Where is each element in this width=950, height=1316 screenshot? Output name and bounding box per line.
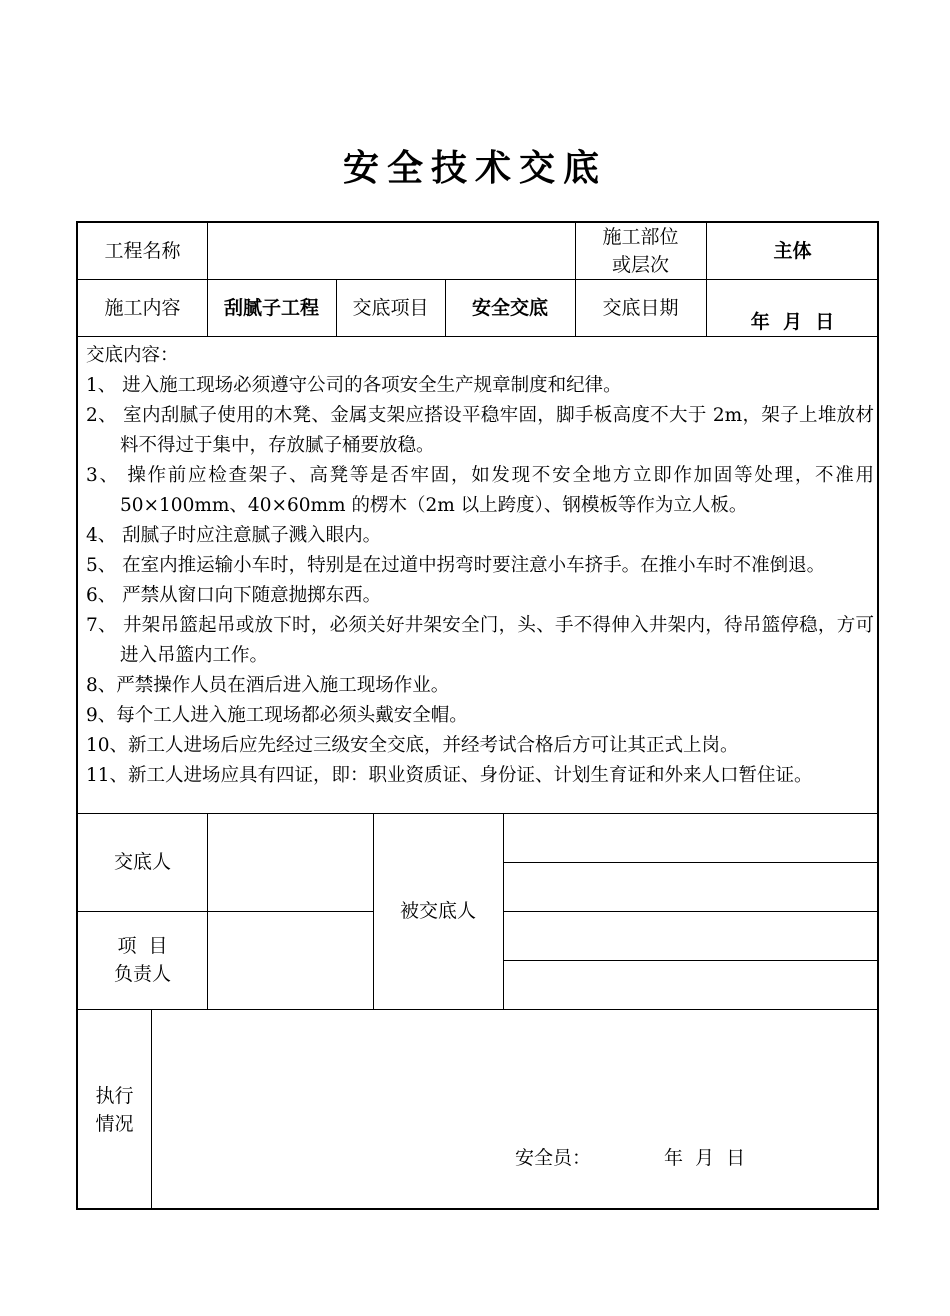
content-item: 3、 操作前应检查架子、高凳等是否牢固，如发现不安全地方立即作加固等处理，不准用 50×100mm、40×60mm 的楞木（2m 以上跨度）、钢模板等作为立人板。 bbox=[86, 465, 874, 516]
location-value: 主体 bbox=[773, 240, 812, 262]
disclosure-content bbox=[86, 341, 874, 791]
item-value: 安全交底 bbox=[471, 296, 548, 319]
content-item: 7、 井架吊篮起吊或放下时，必须关好井架安全门，头、手不得伸入井架内，待吊篮停稳，方可进入吊篮内工作。 bbox=[86, 615, 874, 666]
recipient-signature-field[interactable] bbox=[503, 862, 879, 911]
content-item: 1、 进入施工现场必须遵守公司的各项安全生产规章制度和纪律。 bbox=[86, 375, 622, 396]
recipient-label: 被交底人 bbox=[399, 900, 476, 922]
discloser-label: 交底人 bbox=[113, 851, 171, 873]
disclosure-form bbox=[76, 221, 879, 1210]
content-item: 2、 室内刮腻子使用的木凳、金属支架应搭设平稳牢固，脚手板高度不大于 2m，架子上堆放材料不得过于集中，存放腻子桶要放稳。 bbox=[86, 405, 874, 456]
location-label: 施工部位 或层次 bbox=[602, 226, 679, 276]
date-value: 年 月 日 bbox=[750, 310, 835, 333]
safety-officer-label: 安全员： bbox=[515, 1147, 592, 1169]
content-item: 11、新工人进场应具有四证，即：职业资质证、身份证、计划生育证和外来人口暂住证。 bbox=[86, 765, 813, 786]
execution-field[interactable] bbox=[151, 1009, 879, 1210]
content-item: 6、 严禁从窗口向下随意抛掷东西。 bbox=[86, 585, 382, 606]
manager-signature-field[interactable] bbox=[207, 911, 373, 1009]
content-label: 施工内容 bbox=[104, 296, 181, 319]
content-item: 4、 刮腻子时应注意腻子溅入眼内。 bbox=[86, 525, 382, 546]
execution-date: 年 月 日 bbox=[664, 1147, 746, 1169]
manager-label: 项 目 负责人 bbox=[113, 935, 171, 985]
recipient-signature-field[interactable] bbox=[503, 813, 879, 862]
content-item: 5、 在室内推运输小车时，特别是在过道中拐弯时要注意小车挤手。在推小车时不准倒退。 bbox=[86, 555, 826, 576]
recipient-signature-field[interactable] bbox=[503, 911, 879, 960]
discloser-signature-field[interactable] bbox=[207, 813, 373, 911]
date-label: 交底日期 bbox=[602, 296, 679, 319]
content-item: 9、每个工人进入施工现场都必须头戴安全帽。 bbox=[86, 705, 468, 726]
content-value: 刮腻子工程 bbox=[223, 296, 319, 319]
content-heading: 交底内容： bbox=[86, 345, 179, 366]
content-item: 8、严禁操作人员在酒后进入施工现场作业。 bbox=[86, 675, 450, 696]
recipient-signature-field[interactable] bbox=[503, 960, 879, 1009]
execution-label: 执行 情况 bbox=[95, 1084, 134, 1135]
item-label: 交底项目 bbox=[352, 296, 429, 319]
project-name-label: 工程名称 bbox=[104, 240, 181, 262]
project-name-field[interactable] bbox=[207, 223, 575, 279]
content-item: 10、新工人进场后应先经过三级安全交底，并经考试合格后方可让其正式上岗。 bbox=[86, 735, 739, 756]
document-title: 安全技术交底 bbox=[342, 148, 607, 189]
